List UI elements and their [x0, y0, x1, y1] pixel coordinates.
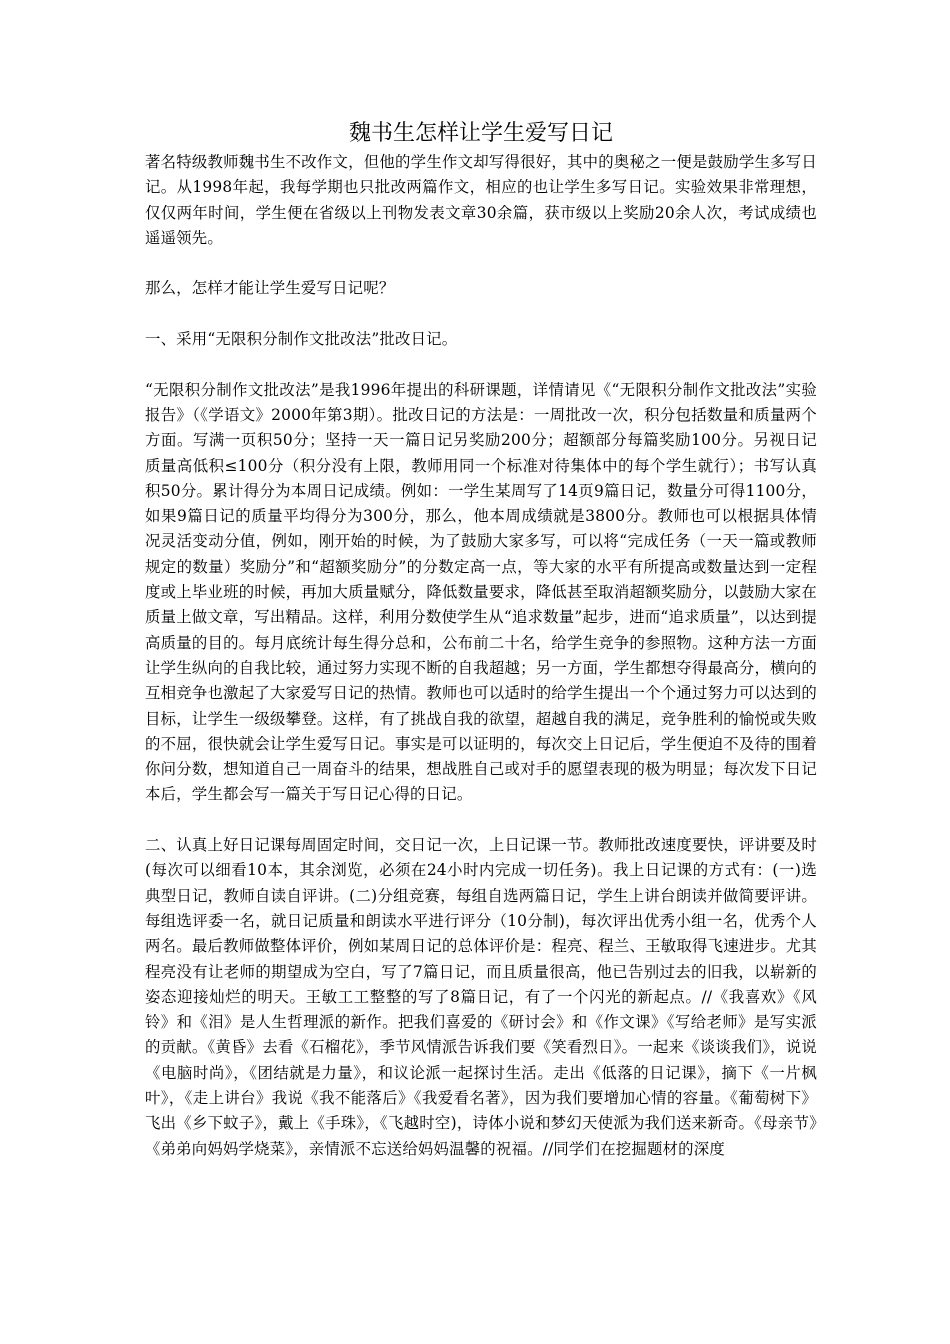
- document-title: 魏书生怎样让学生爱写日记: [348, 121, 613, 146]
- paragraph-spacer: [145, 352, 817, 377]
- paragraph-spacer: [145, 251, 817, 276]
- paragraph-spacer: [145, 808, 817, 833]
- paragraph-intro: 著名特级教师魏书生不改作文，但他的学生作文却写得很好，其中的奥秘之一便是鼓励学生多写日记。从1998年起，我每学期也只批改两篇作文，相应的也让学生多写日记。实验效果非常理想，仅仅两年时间，学生便在省级以上刊物发表文章30余篇，获市级以上奖励20余人次，考试成绩也遥遥领先。: [145, 153, 817, 247]
- paragraph-section-1-body: “无限积分制作文批改法”是我1996年提出的科研课题，详情请见《“无限积分制作文批改法”实验报告》（《学语文》2000年第3期）。批改日记的方法是：一周批改一次，积分包括数量和质量两个方面。写满一页积50分；坚持一天一篇日记另奖励200分；超额部分每篇奖励100分。另视日记质量高低积≤100分（积分没有上限，教师用同一个标准对待集体中的每个学生就行）；书写认真积50分。累计得分为本周日记成绩。例如：一学生某周写了14页9篇日记，数量分可得1100分，如果9篇日记的质量平均得分为300分，那么，他本周成绩就是3800分。教师也可以根据具体情况灵活变动分值，例如，刚开始的时候，为了鼓励大家多写，可以将“完成任务（一天一篇或教师规定的数量）奖励分”和“超额奖励分”的分数定高一点，等大家的水平有所提高或数量达到一定程度或上毕业班的时候，再加大质量赋分，降低数量要求，降低甚至取消超额奖励分，以鼓励大家在质量上做文章，写出精品。这样，利用分数使学生从“追求数量”起步，进而“追求质量”，以达到提高质量的目的。每月底统计每生得分总和，公布前二十名，给学生竞争的参照物。这种方法一方面让学生纵向的自我比较，通过努力实现不断的自我超越；另一方面，学生都想夺得最高分，横向的互相竞争也激起了大家爱写日记的热情。教师也可以适时的给学生提出一个个通过努力可以达到的目标，让学生一级级攀登。这样，有了挑战自我的欲望，超越自我的满足，竞争胜利的愉悦或失败的不屈，很快就会让学生爱写日记。事实是可以证明的，每次交上日记后，学生便迫不及待的围着你问分数，想知道自己一周奋斗的结果，想战胜自己或对手的愿望表现的极为明显；每次发下日记本后，学生都会写一篇关于写日记心得的日记。: [145, 380, 817, 804]
- section-heading-1: 一、采用“无限积分制作文批改法”批改日记。: [145, 330, 458, 349]
- document-page: [145, 120, 817, 1162]
- paragraph-section-2-body: 二、认真上好日记课每周固定时间，交日记一次，上日记课一节。教师批改速度要快，评讲要及时(每次可以细看10本，其余浏览，必须在24小时内完成一切任务)。我上日记课的方式有：(一)选典型日记，教师自读自评讲。(二)分组竞赛，每组自选两篇日记，学生上讲台朗读并做简要评讲。每组选评委一名，就日记质量和朗读水平进行评分（10分制)，每次评出优秀小组一名，优秀个人两名。最后教师做整体评价，例如某周日记的总体评价是：程亮、程兰、王敏取得飞速进步。尤其程亮没有让老师的期望成为空白，写了7篇日记，而且质量很高，他已告别过去的旧我，以崭新的姿态迎接灿烂的明天。王敏工工整整的写了8篇日记，有了一个闪光的新起点。//《我喜欢》《风铃》和《泪》是人生哲理派的新作。把我们喜爱的《研讨会》和《作文课》《写给老师》是写实派的贡献。《黄昏》去看《石榴花》，季节风情派告诉我们要《笑看烈日》。一起来《谈谈我们》，说说《电脑时尚》，《团结就是力量》，和议论派一起探讨生活。走出《低落的日记课》，摘下《一片枫叶》，《走上讲台》我说《我不能落后》《我爱看名著》，因为我们要增加心情的容量。《葡萄树下》飞出《乡下蚊子》，戴上《手珠》，《飞越时空)，诗体小说和梦幻天使派为我们送来新奇。《母亲节》《弟弟向妈妈学烧菜》，亲情派不忘送给妈妈温馨的祝福。//同学们在挖掘题材的深度: [145, 836, 817, 1158]
- paragraph-question: 那么，怎样才能让学生爱写日记呢？: [145, 279, 395, 298]
- paragraph-spacer: [145, 302, 817, 327]
